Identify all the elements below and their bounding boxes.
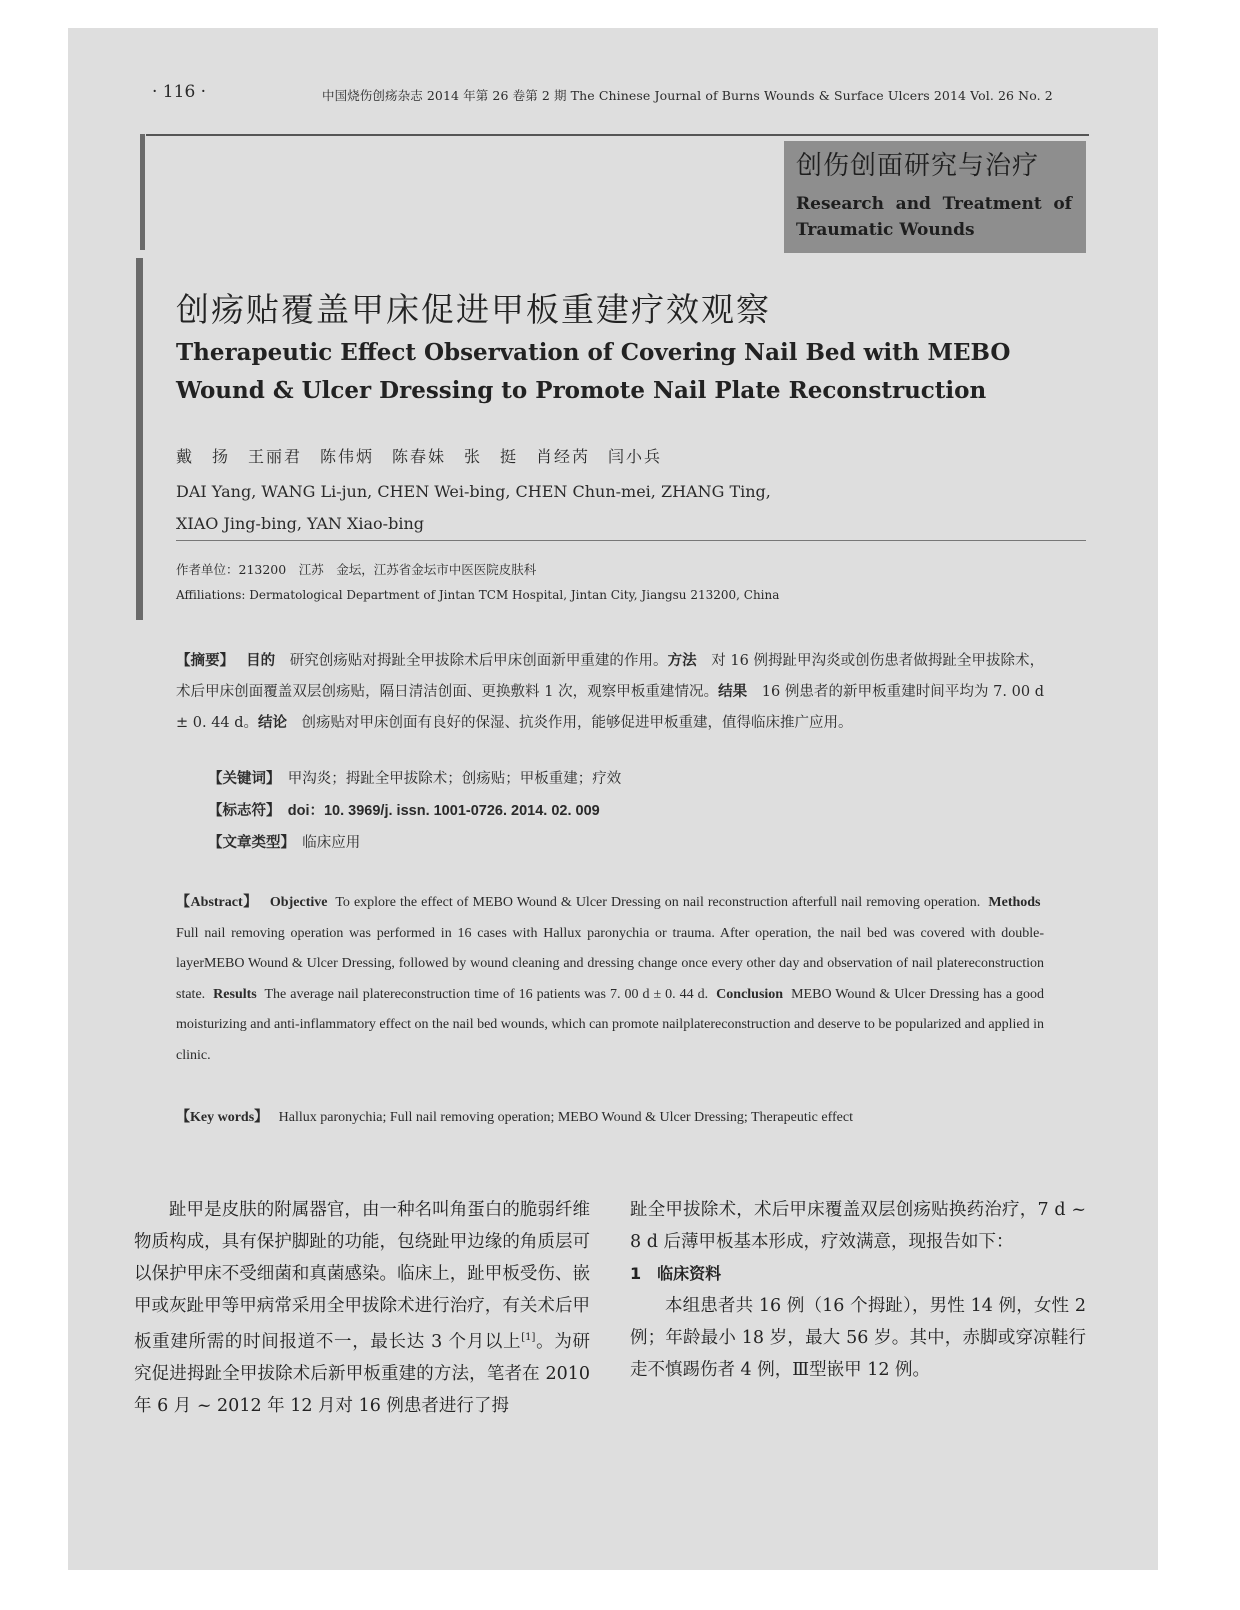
- methods-label-cn: 方法: [667, 653, 697, 669]
- header-rule: [146, 134, 1089, 136]
- results-en: The average nail platereconstruction time of 16 patients was 7. 00 d ± 0. 44 d.: [264, 986, 709, 1002]
- abstract-en: [176, 888, 1044, 1071]
- body-text: 趾甲是皮肤的附属器官，由一种名叫角蛋白的脆弱纤维物质构成，具有保护脚趾的功能，包绕趾甲边缘的角质层可以保护甲床不受细菌和真菌感染。临床上，趾甲板受伤、嵌甲或灰趾甲等甲病常采用全甲拔除术进行治疗，有关术后甲板重建所需的时间报道不一，最长达 3 个月以上: [134, 1200, 590, 1352]
- keywords-cn: 甲沟炎；拇趾全甲拔除术；创疡贴；甲板重建；疗效: [287, 771, 622, 787]
- body-column-left: [134, 1194, 590, 1422]
- article-title-en: Therapeutic Effect Observation of Covering Nail Bed with MEBO Wound & Ulcer Dressing to Promote Nail Plate Reconstruction: [176, 339, 1011, 404]
- keywords-cn-row: [208, 767, 621, 788]
- results-label-en: Results: [213, 986, 257, 1002]
- methods-label-en: Methods: [988, 895, 1041, 910]
- objective-en: To explore the effect of MEBO Wound & Ulcer Dressing on nail reconstruction afterfull nail removing operation.: [335, 895, 981, 910]
- body-paragraph: [134, 1194, 590, 1422]
- left-margin-bar: [140, 134, 145, 250]
- results-cn: 16 例患者的新甲板重建时间平均为 7. 00 d ± 0. 44 d。: [176, 684, 1045, 731]
- abstract-en-label: 【Abstract】: [176, 895, 258, 910]
- conclusion-en: MEBO Wound & Ulcer Dressing has a good moisturizing and anti-inflammatory effect on the nail bed wounds, which can promote nailplatereconstruction and deserve to be popularized and applied in clinic.: [176, 986, 1045, 1063]
- doi-label: 【标志符】: [208, 803, 274, 819]
- body-column-right: [630, 1194, 1086, 1386]
- section-heading: 1 临床资料: [630, 1264, 722, 1283]
- objective-label-en: Objective: [269, 895, 328, 910]
- affiliation-rule: [176, 540, 1086, 541]
- methods-en: Full nail removing operation was performed in 16 cases with Hallux paronychia or trauma. After operation, the nail bed was covered with double-layerMEBO Wound & Ulcer Dressing, followed by wound cleaning and dressing change once every other day and observation of nail platereconstruction state.: [176, 925, 1044, 1002]
- left-margin-bar-lower: [136, 258, 143, 620]
- doi-value: doi：10. 3969/j. issn. 1001-0726. 2014. 02. 009: [287, 803, 600, 819]
- conclusion-label-en: Conclusion: [716, 986, 784, 1002]
- article-type: 临床应用: [302, 835, 361, 851]
- methods-cn: 对 16 例拇趾甲沟炎或创伤患者做拇趾全甲拔除术，术后甲床创面覆盖双层创疡贴，隔日清洁创面、更换敷料 1 次，观察甲板重建情况。: [176, 653, 1045, 700]
- column-label-box: [784, 141, 1086, 253]
- body-paragraph-clinical: 本组患者共 16 例（16 个拇趾），男性 14 例，女性 2 例；年龄最小 18 岁，最大 56 岁。其中，赤脚或穿凉鞋行走不慎踢伤者 4 例，Ⅲ型嵌甲 12 例。: [630, 1296, 1086, 1380]
- keywords-cn-label: 【关键词】: [208, 771, 274, 787]
- conclusion-label-cn: 结论: [258, 715, 288, 731]
- authors-cn: 戴 扬 王丽君 陈伟炳 陈春妹 张 挺 肖经芮 闫小兵: [176, 447, 663, 466]
- body-text-cont: 。为研究促进拇趾全甲拔除术后新甲板重建的方法，笔者在 2010 年 6 月 ~ 2012 年 12 月对 16 例患者进行了拇: [134, 1331, 591, 1416]
- body-paragraph-right: 趾全甲拔除术，术后甲床覆盖双层创疡贴换药治疗，7 d ~ 8 d 后薄甲板基本形成，疗效满意，现报告如下：: [630, 1200, 1086, 1252]
- keywords-en-label: 【Key words】: [176, 1110, 269, 1125]
- keywords-en-row: [176, 1102, 1044, 1133]
- affiliation-cn: 作者单位：213200 江苏 金坛，江苏省金坛市中医医院皮肤科: [176, 562, 537, 577]
- objective-label-cn: 目的: [246, 653, 276, 669]
- column-title-en-line2: Traumatic Wounds: [796, 220, 975, 240]
- running-head: 中国烧伤创疡杂志 2014 年第 26 卷第 2 期 The Chinese Journal of Burns Wounds & Surface Ulcers 2014 Vol. 26 No. 2: [322, 88, 1053, 103]
- article-title-cn: 创疡贴覆盖甲床促进甲板重建疗效观察: [176, 290, 771, 329]
- abstract-cn-label: 【摘要】: [176, 653, 227, 669]
- abstract-cn: [176, 646, 1044, 739]
- affiliation-en: Affiliations: Dermatological Department of Jintan TCM Hospital, Jintan City, Jiangsu 213200, China: [176, 588, 780, 602]
- authors-en: [176, 476, 876, 540]
- authors-en-line1: DAI Yang, WANG Li-jun, CHEN Wei-bing, CHEN Chun-mei, ZHANG Ting,: [176, 482, 771, 501]
- conclusion-cn: 创疡贴对甲床创面有良好的保湿、抗炎作用，能够促进甲板重建，值得临床推广应用。: [301, 715, 853, 731]
- column-title-en-line1: Research and Treatment of: [796, 194, 1072, 214]
- results-label-cn: 结果: [718, 684, 748, 700]
- doi-row: [208, 799, 600, 820]
- keywords-en: Hallux paronychia; Full nail removing operation; MEBO Wound & Ulcer Dressing; Therapeutic effect: [278, 1110, 853, 1125]
- citation-ref[interactable]: [1]: [521, 1332, 536, 1343]
- authors-en-line2: XIAO Jing-bing, YAN Xiao-bing: [176, 514, 424, 533]
- objective-cn: 研究创疡贴对拇趾全甲拔除术后甲床创面新甲重建的作用。: [289, 653, 668, 669]
- page-number: · 116 ·: [152, 82, 207, 102]
- column-title-cn: 创伤创面研究与治疗: [796, 151, 1040, 181]
- article-type-row: [208, 831, 360, 852]
- article-type-label: 【文章类型】: [208, 835, 288, 851]
